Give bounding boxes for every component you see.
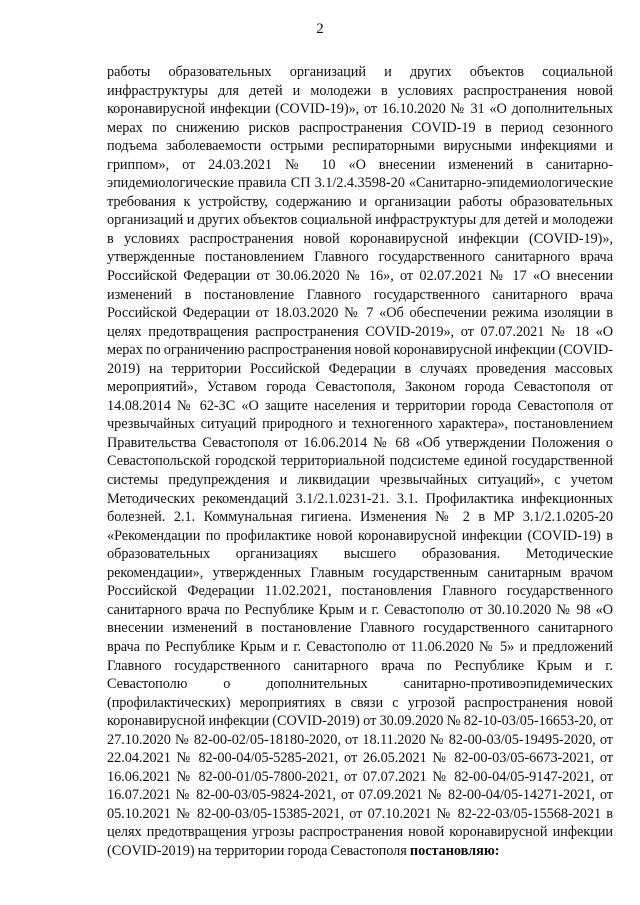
page-number: 2 bbox=[316, 21, 324, 37]
resolution-word: постановляю: bbox=[409, 842, 500, 859]
document-body-paragraph bbox=[107, 63, 613, 861]
body-text: работы образовательных организаций и других объектов социальной инфраструктуры для детей и молодежи в условиях распространения новой коронавирусной инфекции (COVID-19)», от 16.10.2020 № 31 «О дополнительных мерах по снижению рисков распространения COVID-19 в период сезонного подъема заболеваемости острыми респираторными вирусными инфекциями и гриппом», от 24.03.2021 № 10 «О внесении изменений в санитарно-эпидемиологические правила СП 3.1/2.4.3598-20 «Санитарно-эпидемиологические требования к устройству, содержанию и организации работы образовательных организаций и других объектов социальной инфраструктуры для детей и молодежи в условиях распространения новой коронавирусной инфекции (COVID-19)», утвержденные постановлением Главного государственного санитарного врача Российской Федерации от 30.06.2020 № 16», от 02.07.2021 № 17 «О внесении изменений в постановление Главного государственного санитарного врача Российской Федерации от 18.03.2020 № 7 «Об обеспечении режима изоляции в целях предотвращения распространения COVID-2019», от 07.07.2021 № 18 «О мерах по ограничению распространения новой коронавирусной инфекции (COVID-2019) на территории Российской Федерации в случаях проведения массовых мероприятий», Уставом города Севастополя, Законом города Севастополя от 14.08.2014 № 62-ЗС «О защите населения и территории города Севастополя от чрезвычайных ситуаций природного и техногенного характера», постановлением Правительства Севастополя от 16.06.2014 № 68 «Об утверждении Положения о Севастопольской городской территориальной подсистеме единой государственной системы предупреждения и ликвидации чрезвычайных ситуаций», с учетом Методических рекомендаций 3.1/2.1.0231-21. 3.1. Профилактика инфекционных болезней. 2.1. Коммунальная гигиена. Изменения № 2 в МР 3.1/2.1.0205-20 «Рекомендации по профилактике новой коронавирусной инфекции (COVID-19) в образовательных организациях высшего образования. Методические рекомендации», утвержденных Главным государственным санитарным врачом Российской Федерации 11.02.2021, постановления Главного государственного санитарного врача по Республике Крым и г. Севастополю от 30.10.2020 № 98 «О внесении изменений в постановление Главного государственного санитарного врача по Республике Крым и г. Севастополю от 11.06.2020 № 5» и предложений Главного государственного санитарного врача по Республике Крым и г. Севастополю о дополнительных санитарно-противоэпидемических (профилактических) мероприятиях в связи с угрозой распространения новой коронавирусной инфекции (COVID-2019) от 30.09.2020 № 82-10-03/05-16653-20, от 27.10.2020 № 82-00-02/05-18180-2020, от 18.11.2020 № 82-00-03/05-19495-2020, от 22.04.2021 № 82-00-04/05-5285-2021, от 26.05.2021 № 82-00-03/05-6673-2021, от 16.06.2021 № 82-00-01/05-7800-2021, от 07.07.2021 № 82-00-04/05-9147-2021, от 16.07.2021 № 82-00-03/05-9824-2021, от 07.09.2021 № 82-00-04/05-14271-2021, от 05.10.2021 № 82-00-03/05-15385-2021, от 07.10.2021 № 82-22-03/05-15568-2021 в целях предотвращения угрозы распространения новой коронавирусной инфекции (COVID-2019) на территории города Севастополя bbox=[107, 64, 613, 859]
